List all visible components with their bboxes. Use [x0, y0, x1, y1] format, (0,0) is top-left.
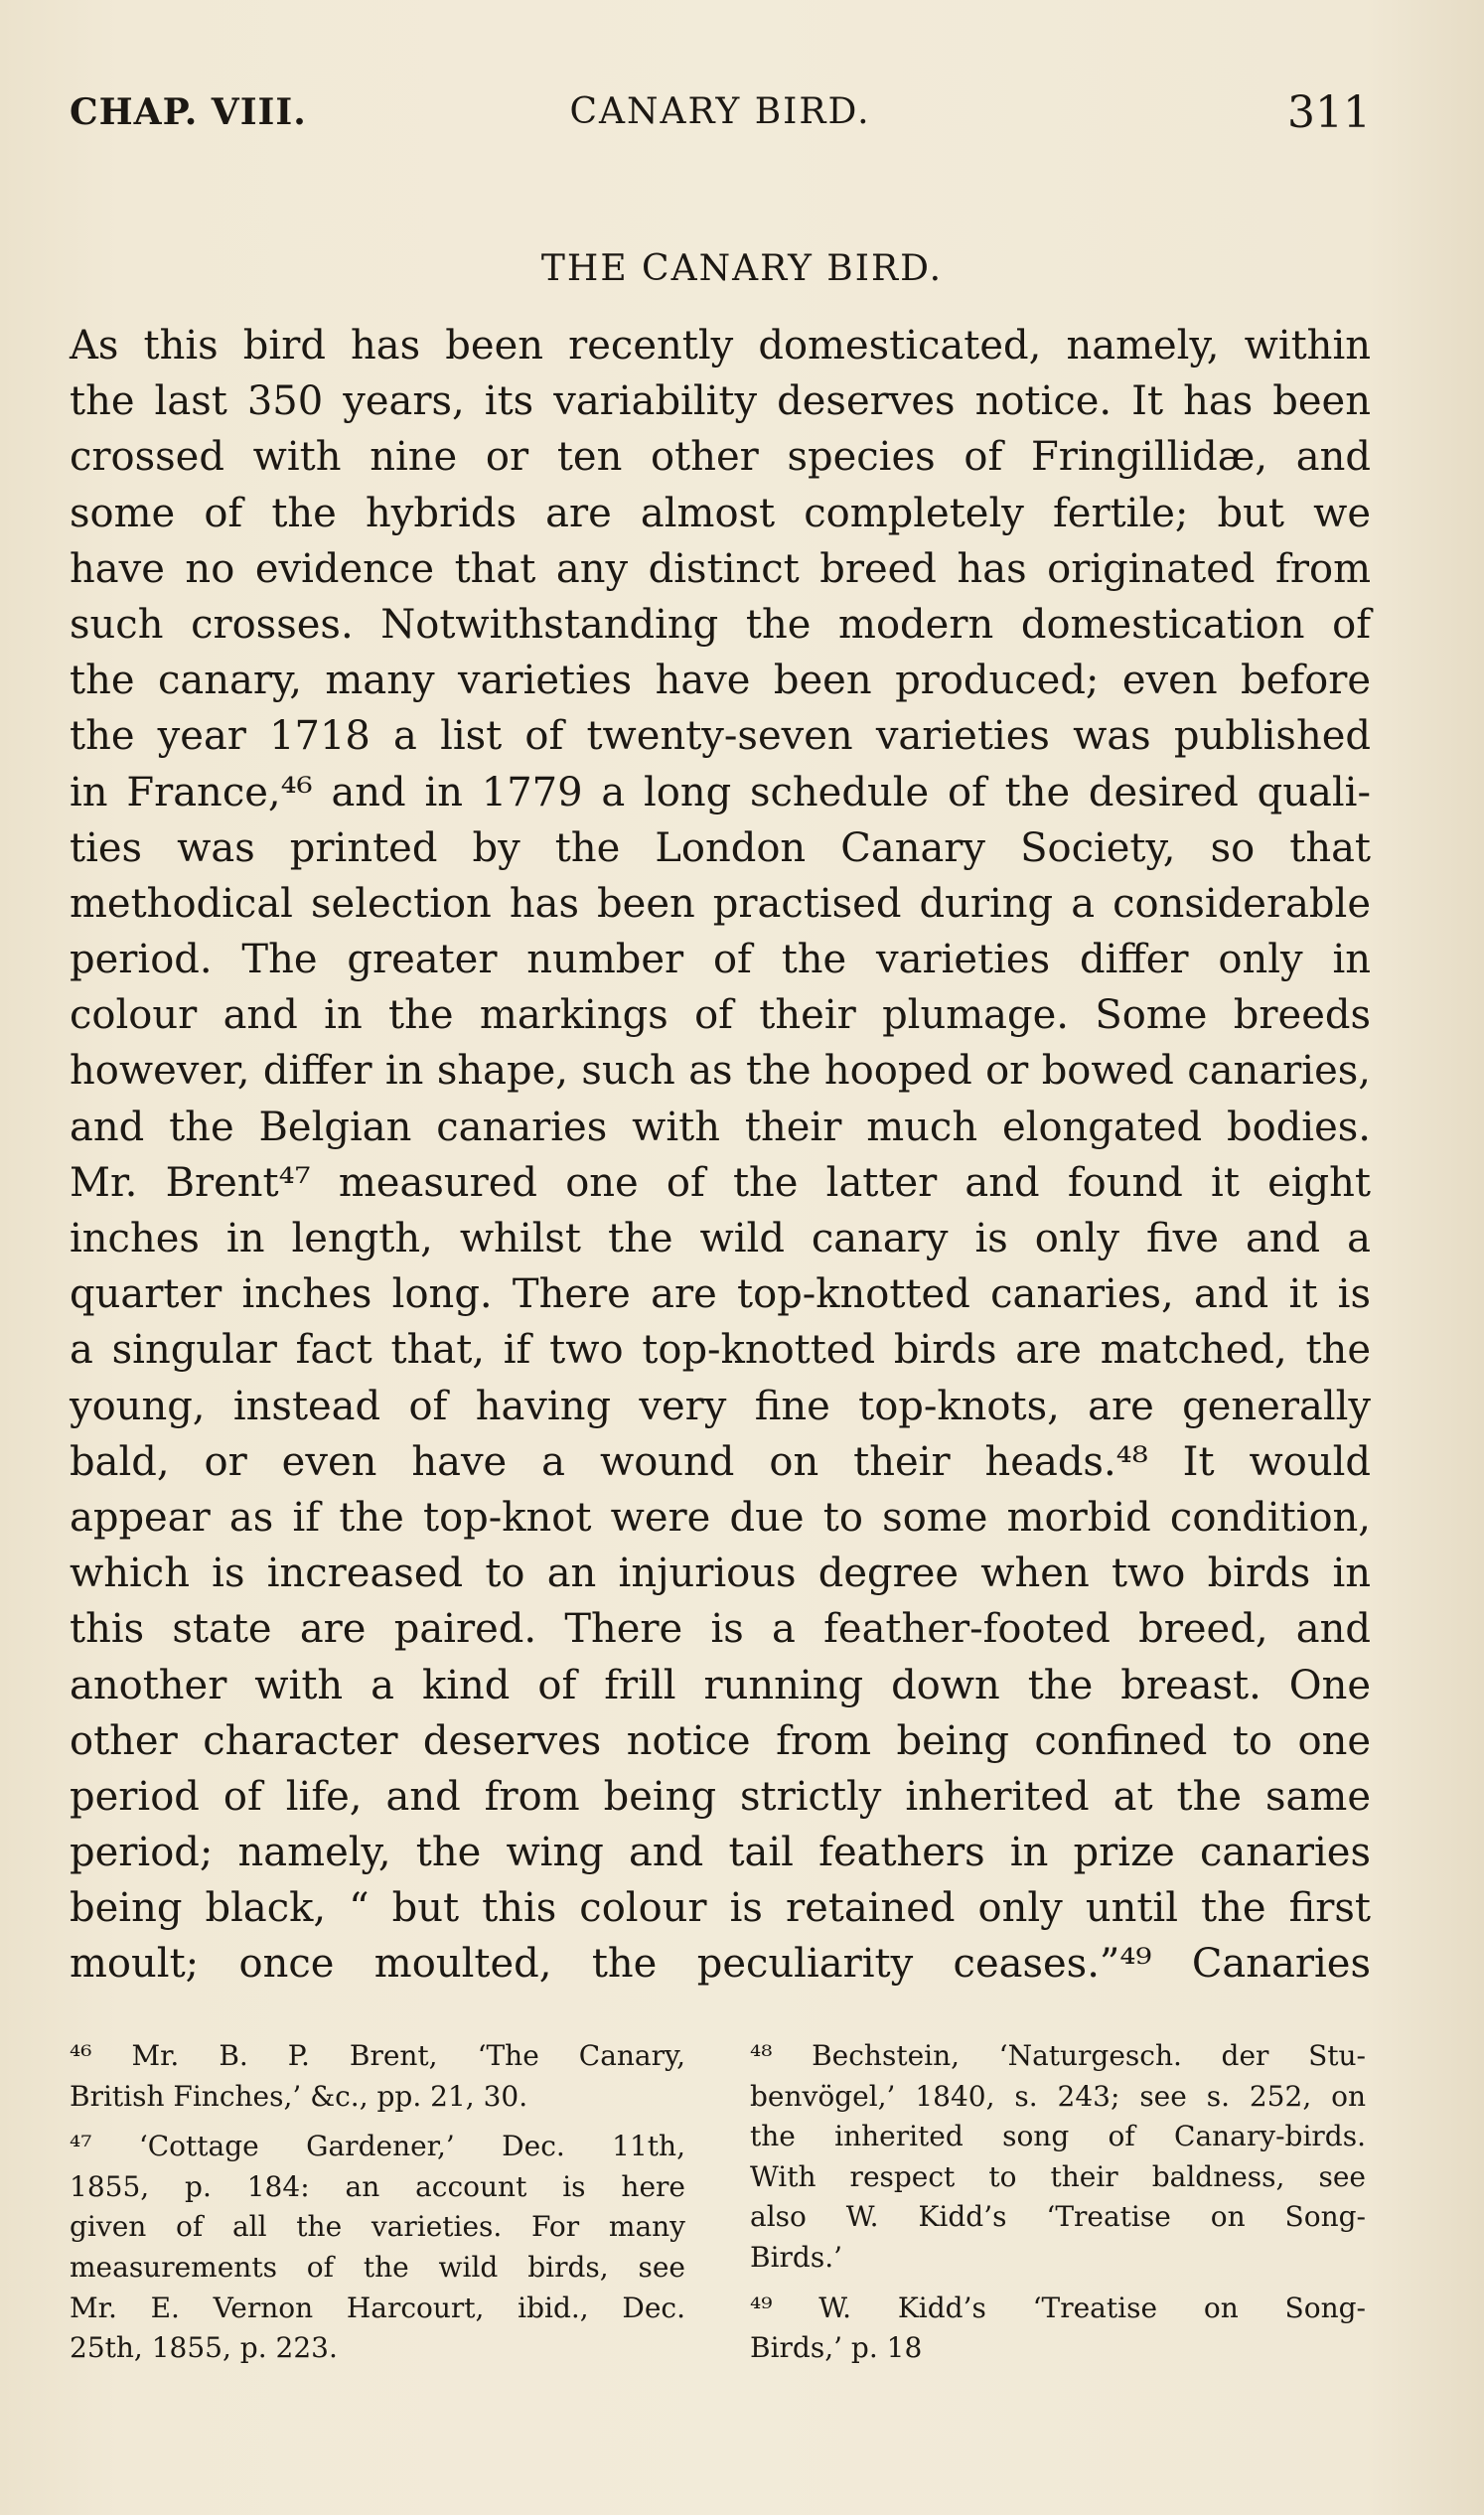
body-line: inches in length, whilst the wild canary is only five and a — [70, 1216, 1371, 1261]
body-line: quarter inches long. There are top-knotted canaries, and it is — [70, 1271, 1371, 1318]
footnote-line: measurements of the wild birds, see — [70, 2250, 685, 2284]
page-number: 311 — [1287, 87, 1371, 138]
body-line: crossed with nine or ten other species of Fringillidæ, and — [70, 434, 1371, 481]
running-title: CANARY BIRD. — [569, 91, 871, 132]
footnote-line: given of all the varieties. For many — [70, 2210, 685, 2244]
footnote — [70, 2127, 685, 2369]
footnote — [750, 2036, 1366, 2279]
body-line: colour and in the markings of their plumage. Some breeds — [70, 992, 1371, 1039]
footnote-line: ⁴⁷ ‘Cottage Gardener,’ Dec. 11th, — [70, 2130, 685, 2163]
footnote-line: Birds,’ p. 18 — [750, 2331, 923, 2365]
running-head — [70, 87, 1371, 147]
section-title: THE CANARY BIRD. — [540, 248, 944, 289]
body-line: bald, or even have a wound on their heads.⁴⁸ It would — [70, 1438, 1371, 1485]
body-line: another with a kind of frill running down the breast. One — [70, 1662, 1371, 1708]
chapter-label: CHAP. VIII. — [70, 91, 307, 133]
body-line: period; namely, the wing and tail feathers in prize canaries — [70, 1830, 1371, 1876]
body-line: in France,⁴⁶ and in 1779 a long schedule of the desired quali- — [70, 769, 1371, 815]
body-line: some of the hybrids are almost completely fertile; but we — [70, 490, 1371, 536]
body-line: moult; once moulted, the peculiarity ceases.”⁴⁹ Canaries — [70, 1941, 1371, 1988]
footnote-line: 1855, p. 184: an account is here — [70, 2169, 685, 2203]
footnotes-left-column — [70, 2036, 685, 2369]
body-line: As this bird has been recently domesticated, namely, within — [70, 323, 1371, 369]
body-line: a singular fact that, if two top-knotted birds are matched, the — [70, 1327, 1371, 1374]
body-line: other character deserves notice from being confined to one — [70, 1717, 1371, 1764]
body-line: which is increased to an injurious degree when two birds in — [70, 1551, 1371, 1597]
body-line: young, instead of having very fine top-knots, are generally — [70, 1383, 1371, 1429]
footnotes-right-column — [750, 2036, 1366, 2369]
body-line: appear as if the top-knot were due to some morbid condition, — [70, 1494, 1371, 1541]
footnote-gap — [70, 2117, 685, 2127]
footnote-gap — [750, 2279, 1366, 2289]
footnote-line: ⁴⁹ W. Kidd’s ‘Treatise on Song- — [750, 2291, 1366, 2324]
body-line: the last 350 years, its variability deserves notice. It has been — [70, 378, 1371, 425]
footnote — [750, 2289, 1366, 2369]
footnote-line: 25th, 1855, p. 223. — [70, 2331, 338, 2365]
body-line: ties was printed by the London Canary Society, so that — [70, 824, 1371, 871]
body-line: and the Belgian canaries with their much elongated bodies. — [70, 1104, 1371, 1150]
body-line: period of life, and from being strictly inherited at the same — [70, 1773, 1371, 1820]
footnote-line: the inherited song of Canary-birds. — [750, 2120, 1366, 2153]
body-line: Mr. Brent⁴⁷ measured one of the latter and found it eight — [70, 1159, 1371, 1206]
footnote — [70, 2036, 685, 2117]
body-line: such crosses. Notwithstanding the modern domestication of — [70, 601, 1371, 648]
body-line: being black, “ but this colour is retained only until the first — [70, 1885, 1371, 1932]
footnote-line: Mr. E. Vernon Harcourt, ibid., Dec. — [70, 2291, 685, 2324]
footnote-line: also W. Kidd’s ‘Treatise on Song- — [750, 2200, 1366, 2234]
body-text — [70, 318, 1371, 1993]
footnote-line: benvögel,’ 1840, s. 243; see s. 252, on — [750, 2079, 1366, 2113]
footnote-line: ⁴⁶ Mr. B. P. Brent, ‘The Canary, — [70, 2039, 685, 2072]
footnote-line: ⁴⁸ Bechstein, ‘Naturgesch. der Stu- — [750, 2039, 1366, 2072]
body-line: period. The greater number of the varieties differ only in — [70, 937, 1371, 983]
body-line: the year 1718 a list of twenty-seven varieties was published — [70, 713, 1371, 760]
footnote-line: British Finches,’ &c., pp. 21, 30. — [70, 2079, 528, 2113]
body-line: methodical selection has been practised during a considerable — [70, 880, 1371, 927]
body-line: the canary, many varieties have been produced; even before — [70, 658, 1371, 704]
body-line: have no evidence that any distinct breed has originated from — [70, 545, 1371, 592]
footnote-line: With respect to their baldness, see — [750, 2159, 1366, 2193]
footnote-line: Birds.’ — [750, 2240, 843, 2274]
body-line: however, differ in shape, such as the hooped or bowed canaries, — [70, 1048, 1371, 1095]
body-line: this state are paired. There is a feather-footed breed, and — [70, 1606, 1371, 1653]
